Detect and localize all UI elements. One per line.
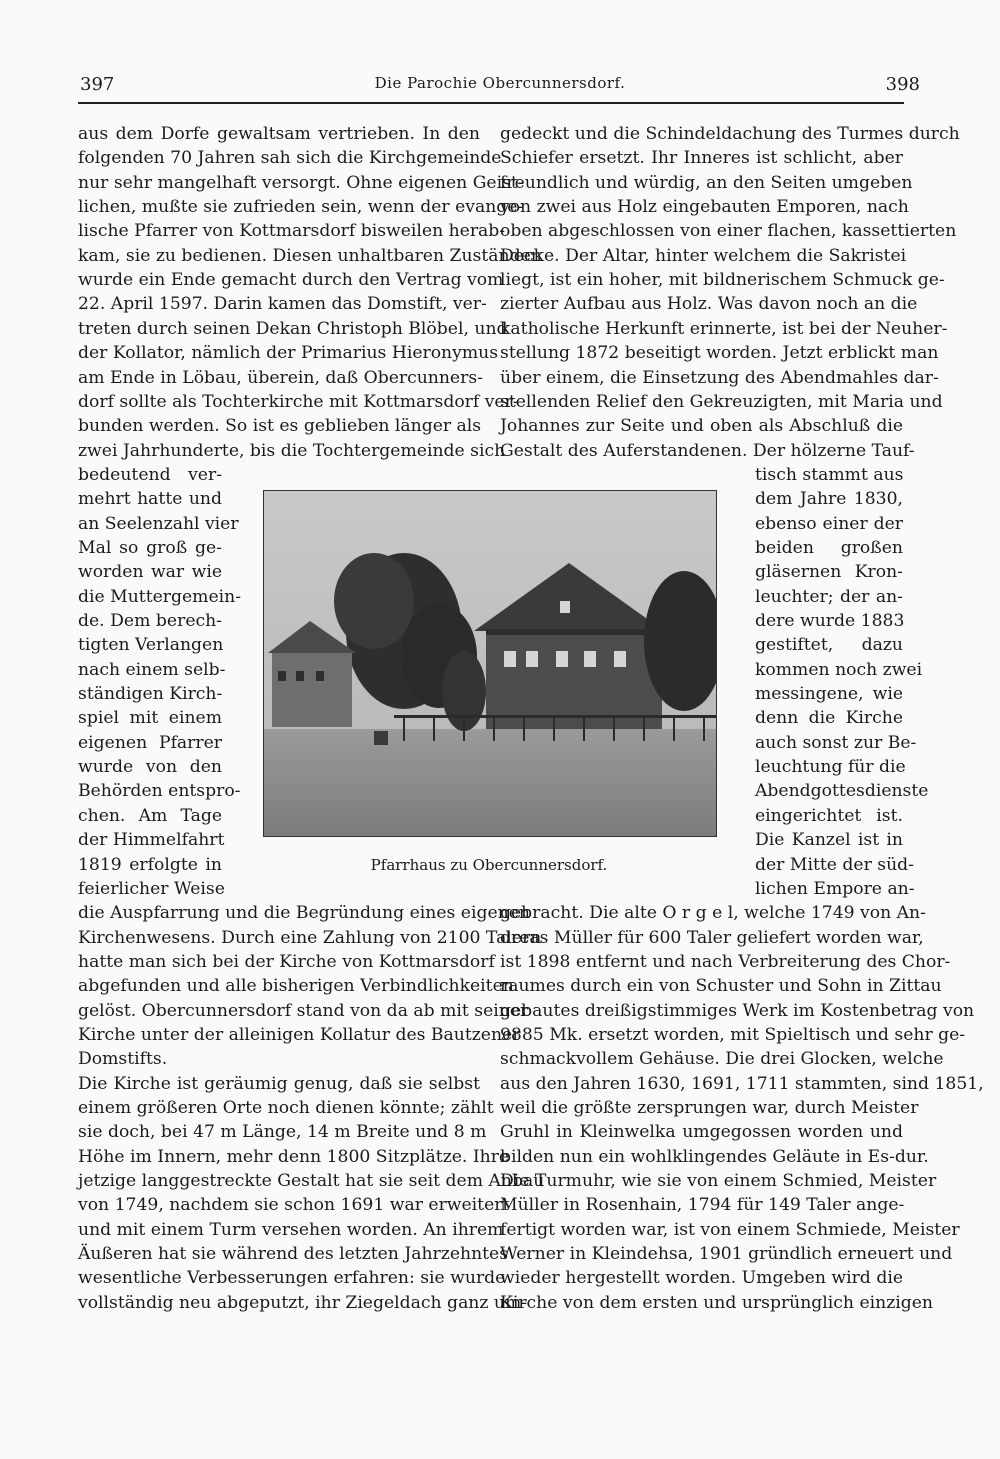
text-line: dere wurde 1883 — [755, 611, 905, 631]
page-number-right: 398 — [885, 74, 920, 95]
text-line: stellenden Relief den Gekreuzigten, mit Maria und — [500, 391, 943, 412]
text-line: Werner in Kleindehsa, 1901 gründlich erneuert und — [500, 1244, 953, 1265]
text-line: zwei Jahrhunderte, bis die Tochtergemeinde sich — [78, 440, 506, 461]
text-line: fertigt worden war, ist von einem Schmiede, Meister — [500, 1219, 960, 1240]
text-line: Die Kirche ist geräumig genug, daß sie selbst — [78, 1073, 480, 1094]
text-line: spiel mit einem — [78, 708, 222, 729]
text-line: ständigen Kirch- — [78, 684, 223, 705]
text-line: treten durch seinen Dekan Christoph Blöbel, und — [78, 318, 508, 339]
text-line: abgefunden und alle bisherigen Verbindlichkeiten — [78, 976, 514, 997]
text-line: raumes durch ein von Schuster und Sohn in Zittau — [500, 976, 942, 997]
page-number-left: 397 — [80, 74, 115, 95]
text-line: lichen Empore an- — [755, 878, 915, 899]
text-line: Mal so groß ge- — [78, 537, 222, 558]
text-line: Gruhl in Kleinwelka umgegossen worden und — [500, 1122, 903, 1143]
text-line: Decke. Der Altar, hinter welchem die Sakristei — [500, 245, 907, 266]
text-line: wurde von den — [78, 757, 222, 778]
text-line: vollständig neu abgeputzt, ihr Ziegeldach ganz um- — [78, 1292, 528, 1313]
text-line: Äußeren hat sie während des letzten Jahrzehntes — [78, 1244, 509, 1265]
text-line: Behörden entspro- — [78, 781, 241, 802]
text-line: Gestalt des Auferstandenen. Der hölzerne Tauf- — [500, 440, 915, 461]
text-line: der Himmelfahrt — [78, 830, 225, 851]
text-line: bunden werden. So ist es geblieben länger als — [78, 416, 482, 437]
text-line: mehrt hatte und — [78, 489, 222, 510]
text-line: 22. April 1597. Darin kamen das Domstift, ver- — [78, 294, 487, 315]
text-line: oben abgeschlossen von einer flachen, kassettierten — [500, 221, 957, 242]
text-line: von zwei aus Holz eingebauten Emporen, nach — [500, 197, 909, 218]
text-line: aus den Jahren 1630, 1691, 1711 stammten, sind 1851, — [500, 1073, 984, 1094]
text-line: die Auspfarrung und die Begründung eines eigenen — [78, 903, 530, 924]
text-line: bedeutend ver- — [78, 464, 222, 485]
text-line: Domstifts. — [78, 1049, 168, 1070]
text-line: wurde ein Ende gemacht durch den Vertrag vom — [78, 270, 504, 291]
text-line: der Mitte der süd- — [755, 854, 914, 875]
text-line: 9885 Mk. ersetzt worden, mit Spieltisch und sehr ge- — [500, 1024, 966, 1045]
text-line: ist 1898 entfernt und nach Verbreiterung des Chor- — [500, 951, 951, 972]
text-line: über einem, die Einsetzung des Abendmahles dar- — [500, 367, 939, 388]
text-line: wesentliche Verbesserungen erfahren: sie wurde — [78, 1268, 506, 1289]
text-line: lichen, mußte sie zufrieden sein, wenn der evange- — [78, 197, 524, 218]
text-line: Die Turmuhr, wie sie von einem Schmied, Meister — [500, 1171, 937, 1192]
text-line: leuchter; der an- — [755, 586, 903, 607]
text-line: tisch stammt aus — [755, 464, 904, 485]
text-line: freundlich und würdig, an den Seiten umgeben — [500, 172, 913, 193]
figure-caption: Pfarrhaus zu Obercunnersdorf. — [370, 856, 608, 874]
text-line: jetzige langgestreckte Gestalt hat sie seit dem Anbau — [78, 1171, 545, 1192]
text-line: ebenso einer der — [755, 513, 903, 534]
text-line: feierlicher Weise — [78, 878, 225, 899]
text-line: dreas Müller für 600 Taler geliefert worden war, — [500, 927, 924, 948]
text-line: Kirche von dem ersten und ursprünglich einzigen — [500, 1292, 933, 1313]
text-line: leuchtung für die — [755, 757, 906, 778]
text-line: katholische Herkunft erinnerte, ist bei der Neuher- — [500, 318, 948, 339]
text-line: Schiefer ersetzt. Ihr Inneres ist schlicht, aber — [500, 148, 903, 169]
text-line: hatte man sich bei der Kirche von Kottmarsdorf — [78, 951, 495, 972]
text-line: gedeckt und die Schindeldachung des Turmes durch — [500, 124, 960, 144]
header-rule — [78, 102, 904, 104]
text-line: zierter Aufbau aus Holz. Was davon noch an die — [500, 294, 918, 315]
text-line: weil die größte zersprungen war, durch Meister — [500, 1098, 919, 1118]
text-line: die Muttergemein- — [78, 586, 242, 607]
text-line: kam, sie zu bedienen. Diesen unhaltbaren Zuständen — [78, 245, 542, 266]
text-line: einem größeren Orte noch dienen könnte; zählt — [78, 1098, 494, 1118]
text-line: stellung 1872 beseitigt worden. Jetzt erblickt man — [500, 343, 939, 364]
text-line: eingerichtet ist. — [755, 805, 903, 826]
text-line: von 1749, nachdem sie schon 1691 war erweitert — [78, 1195, 510, 1216]
text-line: messingene, wie — [755, 684, 903, 705]
text-line: kommen noch zwei — [755, 659, 923, 680]
text-line: gebracht. Die alte O r g e l, welche 1749 von An- — [500, 903, 926, 924]
parsonage-photo — [263, 490, 717, 837]
text-line: nach einem selb- — [78, 659, 226, 680]
text-line: Die Kanzel ist in — [755, 830, 903, 851]
running-title: Die Parochie Obercunnersdorf. — [374, 74, 626, 92]
text-line: folgenden 70 Jahren sah sich die Kirchgemeinde — [78, 148, 502, 169]
text-line: gestiftet, dazu — [755, 635, 903, 656]
text-line: eigenen Pfarrer — [78, 732, 222, 753]
text-line: bilden nun ein wohlklingendes Geläute in Es-dur. — [500, 1146, 929, 1167]
text-line: wieder hergestellt worden. Umgeben wird die — [500, 1268, 903, 1289]
text-line: und mit einem Turm versehen worden. An ihrem — [78, 1219, 504, 1240]
text-line: de. Dem berech- — [78, 611, 222, 631]
text-line: beiden großen — [755, 537, 903, 558]
text-line: an Seelenzahl vier — [78, 513, 239, 534]
text-line: aus dem Dorfe gewaltsam vertrieben. In den — [78, 124, 480, 144]
text-line: lische Pfarrer von Kottmarsdorf bisweilen herab- — [78, 221, 506, 242]
text-line: denn die Kirche — [755, 708, 903, 729]
text-line: am Ende in Löbau, überein, daß Obercunners- — [78, 367, 483, 388]
text-line: Kirche unter der alleinigen Kollatur des Bautzener — [78, 1024, 521, 1045]
text-line: dem Jahre 1830, — [755, 489, 903, 510]
text-line: gläsernen Kron- — [755, 562, 903, 583]
text-line: liegt, ist ein hoher, mit bildnerischem Schmuck ge- — [500, 270, 945, 291]
text-line: auch sonst zur Be- — [755, 732, 917, 753]
text-line: gelöst. Obercunnersdorf stand von da ab mit seiner — [78, 1000, 529, 1021]
text-line: gebautes dreißigstimmiges Werk im Kostenbetrag von — [500, 1000, 975, 1021]
text-line: schmackvollem Gehäuse. Die drei Glocken, welche — [500, 1049, 944, 1070]
text-line: der Kollator, nämlich der Primarius Hieronymus — [78, 343, 499, 364]
text-line: nur sehr mangelhaft versorgt. Ohne eigenen Geist- — [78, 172, 524, 193]
text-line: Abendgottesdienste — [755, 781, 929, 802]
text-line: chen. Am Tage — [78, 805, 222, 826]
text-line: tigten Verlangen — [78, 635, 224, 656]
text-line: Höhe im Innern, mehr denn 1800 Sitzplätze. Ihre — [78, 1146, 510, 1167]
text-line: Müller in Rosenhain, 1794 für 149 Taler ange- — [500, 1195, 905, 1216]
text-line: sie doch, bei 47 m Länge, 14 m Breite und 8 m — [78, 1122, 487, 1143]
text-line: dorf sollte als Tochterkirche mit Kottmarsdorf ver- — [78, 391, 519, 412]
text-line: Johannes zur Seite und oben als Abschluß die — [500, 416, 903, 437]
text-line: worden war wie — [78, 562, 222, 583]
text-line: Kirchenwesens. Durch eine Zahlung von 2100 Talern — [78, 927, 542, 948]
text-line: 1819 erfolgte in — [78, 854, 222, 875]
